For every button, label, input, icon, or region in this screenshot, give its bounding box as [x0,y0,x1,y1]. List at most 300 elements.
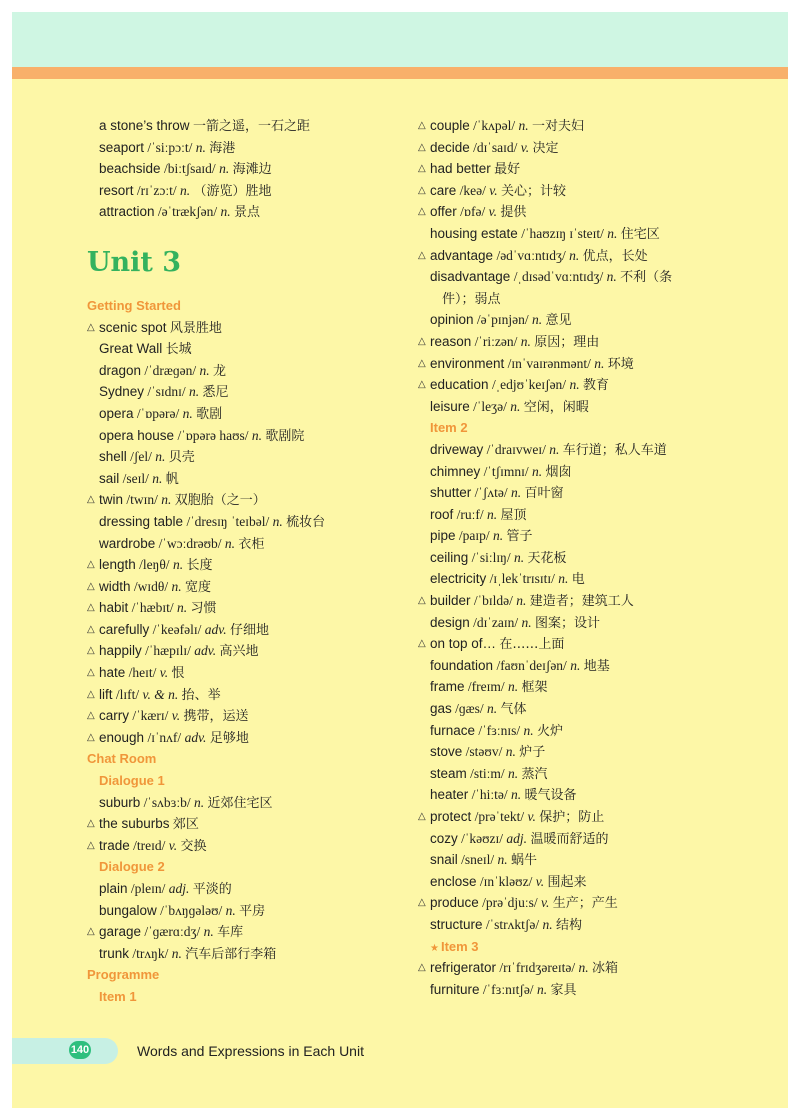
subsection-heading [87,986,407,1008]
entry-word: dressing table [99,513,184,529]
entry-part-of-speech: n. [193,794,205,810]
entry-meaning: 暖气设备 [524,788,577,804]
vocab-entry [418,245,778,267]
vocab-entry [418,374,778,396]
entry-word: shell [99,449,127,465]
vocab-entry [87,835,407,857]
vocab-entry [87,317,407,339]
triangle-marker-icon: △ [87,559,95,571]
entry-word: gas [430,701,452,717]
entry-word: chimney [430,463,481,479]
entry-meaning: 海港 [209,140,236,156]
entry-pronunciation: /keə/ [459,182,486,198]
entry-part-of-speech: v. [159,665,169,681]
subsection-heading [418,936,778,958]
entry-part-of-speech: n. [532,463,543,479]
entry-pronunciation: /ˌedjʊˈkeɪʃən/ [491,377,567,393]
entry-part-of-speech: n. [487,701,498,717]
entry-meaning: 高兴地 [219,644,259,660]
entry-part-of-speech: n. [549,441,560,457]
entry-pronunciation: /ˈkəʊzɪ/ [461,830,504,846]
triangle-marker-icon: △ [418,206,426,218]
entry-meaning: 长度 [186,558,213,574]
entry-meaning: 温暖而舒适的 [530,831,609,847]
entry-meaning: 龙 [213,363,227,379]
entry-pronunciation: /ˈbʌŋɡələʊ/ [160,902,223,918]
entry-word: protect [430,809,472,824]
triangle-marker-icon: △ [87,321,95,333]
vocab-entry [87,576,407,598]
vocab-entry [87,158,407,180]
entry-word: steam [430,765,467,781]
entry-word: beachside [99,161,161,177]
vocab-entry [418,439,778,461]
entry-pronunciation: /trʌŋk/ [132,945,169,961]
entry-pronunciation: /ʃel/ [130,449,152,465]
entry-pronunciation: /ˈsiːpɔːt/ [147,139,193,155]
entry-part-of-speech: n. [225,902,236,918]
vocab-entry [418,180,778,202]
vocab-entry [87,381,407,403]
triangle-marker-icon: △ [418,962,426,974]
entry-pronunciation: /freɪm/ [467,679,505,695]
entry-meaning: 优点，长处 [582,248,648,264]
vocab-entry [418,828,778,850]
entry-pronunciation: /ˈleʒə/ [473,398,507,414]
entry-part-of-speech: adj. [506,830,528,846]
entry-word: disadvantage [430,269,511,285]
entry-word: roof [430,506,454,522]
entry-meaning: 保护；防止 [539,810,605,825]
subsection-label: Item 2 [430,420,468,436]
entry-meaning: 双胞胎（之一） [174,493,266,509]
section-heading: Getting Started [87,297,181,313]
entry-meaning: 原因；理由 [534,334,600,350]
entry-pronunciation: /ˈɡærɑːdʒ/ [144,924,201,940]
left-column [87,115,407,1008]
entry-pronunciation: /rɪˈzɔːt/ [136,182,177,198]
entry-pronunciation: /ˈtʃɪmnɪ/ [483,463,529,479]
entry-meaning: 贝壳 [168,450,195,466]
triangle-marker-icon: △ [418,141,426,153]
triangle-marker-icon: △ [87,731,95,743]
entry-meaning: 家具 [550,982,577,998]
vocab-entry [87,619,407,641]
entry-word: foundation [430,657,494,673]
header-band [12,12,788,67]
entry-word: carry [99,708,129,724]
entry-meaning: （游览）胜地 [193,183,272,199]
entry-part-of-speech: v. [527,809,536,824]
entry-word: on top of… [430,636,497,652]
vocab-entry [87,943,407,965]
vocab-entry [418,158,778,180]
subsection-label: Item 3 [440,938,479,954]
vocab-entry [418,612,778,634]
entry-part-of-speech: n. [594,355,605,371]
footer-title: Words and Expressions in Each Unit [137,1043,364,1059]
entry-word: trade [99,837,130,853]
entry-meaning: 管子 [506,529,533,545]
entry-part-of-speech: n. [521,614,532,630]
vocab-entry [87,403,407,425]
entry-word: furniture [430,981,480,997]
entry-meaning: 车行道；私人车道 [562,442,667,458]
vocab-entry [87,792,407,814]
entry-part-of-speech: n. [171,945,182,961]
vocab-entry [418,201,778,223]
entry-pronunciation: /ˈdræɡən/ [144,362,197,378]
entry-word: attraction [99,204,155,220]
entry-part-of-speech: n. [152,470,163,486]
entry-part-of-speech: n. [182,405,193,421]
entry-part-of-speech: n. [536,981,548,997]
triangle-marker-icon: △ [87,839,95,851]
entry-word: trunk [99,945,130,961]
vocab-entry [87,640,407,662]
entry-meaning: 帆 [165,471,179,487]
vocab-entry [418,223,778,245]
entry-word: length [99,557,136,573]
entry-part-of-speech: n. [532,312,543,328]
subsection-label: Dialogue 2 [99,859,165,875]
triangle-marker-icon: △ [418,249,426,261]
entry-meaning: 歌剧 [196,406,223,422]
entry-word: builder [430,593,471,609]
triangle-marker-icon: △ [418,379,426,391]
entry-pronunciation: /stəʊv/ [465,744,503,760]
entry-word: suburb [99,794,141,810]
entry-pronunciation: /ˈfɜːnɪs/ [478,722,521,738]
entry-pronunciation: /stiːm/ [470,765,505,781]
vocab-entry [87,115,407,137]
triangle-marker-icon: △ [87,623,95,635]
entry-meaning: 气体 [500,702,527,718]
entry-pronunciation: /ɪnˈkləʊz/ [479,873,533,889]
entry-word: Great Wall [99,341,163,357]
entry-word: stove [430,744,463,760]
entry-pronunciation: /ˈsiːlɪŋ/ [471,549,511,565]
entry-part-of-speech: n. [189,384,200,400]
entry-pronunciation: /paɪp/ [458,528,490,544]
entry-meaning: 最好 [494,162,521,178]
entry-part-of-speech: n. [224,535,236,551]
entry-meaning: 不利（条 [620,270,673,286]
vocab-entry [418,849,778,871]
entry-part-of-speech: v. [535,873,545,889]
entry-meaning: 地基 [583,658,610,674]
entry-meaning: 关心；计较 [501,183,567,199]
entry-pronunciation: /ˈkeəfəlɪ/ [152,621,202,637]
entry-part-of-speech: n. [199,362,210,378]
vocab-entry [87,533,407,555]
entry-word: opinion [430,312,474,328]
entry-pronunciation: /ˈstrʌktʃə/ [485,916,540,932]
entry-part-of-speech: v. & n. [142,686,179,702]
entry-word: lift [99,686,113,702]
entry-meaning: 平淡的 [192,882,232,897]
entry-meaning: 交换 [180,838,207,854]
entry-meaning: 近郊住宅区 [207,795,273,811]
entry-meaning: 天花板 [527,550,567,566]
entry-word: dragon [99,362,142,378]
triangle-marker-icon: △ [418,120,426,131]
entry-meaning: 冰箱 [591,961,618,977]
entry-pronunciation: /ˈsɪdnɪ/ [147,384,186,400]
entry-word: furnace [430,722,476,738]
entry-part-of-speech: n. [578,960,589,976]
entry-pronunciation: /ɒfə/ [460,204,486,220]
entry-pronunciation: /ˈsʌbɜːb/ [143,794,191,810]
vocab-entry [418,741,778,763]
triangle-marker-icon: △ [418,897,426,909]
entry-meaning: 图案；设计 [535,615,601,631]
triangle-marker-icon: △ [418,811,426,822]
entry-meaning: 电 [571,572,585,588]
entry-meaning: 习惯 [190,601,217,617]
entry-word: hate [99,665,126,681]
entry-part-of-speech: n. [219,161,230,177]
entry-pronunciation: /ˈɒpərə haʊs/ [177,427,249,443]
vocab-entry [418,871,778,893]
entry-word: pipe [430,528,456,544]
entry-word: couple [430,118,470,133]
entry-pronunciation: /ˈhiːtə/ [471,787,508,803]
triangle-marker-icon: △ [87,645,95,657]
entry-word: scenic spot [99,319,167,335]
entry-word: enough [99,729,145,745]
entry-meaning: 意见 [545,313,572,329]
vocab-entry [418,784,778,806]
entry-meaning: 火炉 [536,723,563,739]
triangle-marker-icon: △ [87,926,95,938]
entry-pronunciation: /ɪˈnʌf/ [147,729,182,745]
entry-meaning: 携带，运送 [183,709,249,725]
vocab-entry [87,597,407,619]
entry-word: driveway [430,441,484,457]
vocab-entry [87,489,407,511]
entry-part-of-speech: n. [505,744,516,760]
vocab-entry [87,137,407,159]
entry-pronunciation: /faʊnˈdeɪʃən/ [496,657,567,673]
entry-word: housing estate [430,225,518,241]
entry-pronunciation: /ɪˌlekˈtrɪsɪtɪ/ [489,571,555,587]
vocab-entry [418,353,778,375]
entry-part-of-speech: n. [511,787,522,803]
entry-part-of-speech: n. [513,549,525,565]
entry-pronunciation: /prəˈtekt/ [474,809,525,824]
vocab-entry [418,266,778,309]
vocab-entry [418,698,778,720]
entry-part-of-speech: adv. [204,621,227,637]
entry-part-of-speech: n. [569,377,580,393]
section-heading: Programme [87,967,160,983]
vocab-entry [418,396,778,418]
entry-pronunciation: /leŋθ/ [139,557,170,573]
entry-part-of-speech: n. [155,449,166,465]
vocab-entry [87,425,407,447]
entry-part-of-speech: n. [203,924,214,940]
entry-part-of-speech: v. [520,139,530,155]
entry-pronunciation: /dɪˈsaɪd/ [473,139,518,155]
triangle-marker-icon: △ [87,710,95,722]
vocab-entry [87,878,407,900]
entry-pronunciation: /treɪd/ [133,837,166,853]
vocab-entry [418,482,778,504]
entry-part-of-speech: n. [251,427,263,443]
entry-pronunciation: /ɪnˈvaɪrənmənt/ [507,355,591,371]
entry-word: happily [99,643,142,659]
entry-pronunciation: /ˈhæpɪlɪ/ [145,643,191,659]
entry-part-of-speech: n. [606,269,617,285]
triangle-marker-icon: △ [87,602,95,614]
entry-pronunciation: /rɪˈfrɪdʒəreɪtə/ [499,960,576,976]
entry-part-of-speech: v. [168,837,178,853]
entry-meaning: 一对夫妇 [532,119,585,134]
entry-pronunciation: /twɪn/ [126,492,158,508]
entry-pronunciation: /pleɪn/ [130,881,166,896]
entry-meaning: 抬、举 [181,687,221,703]
vocab-entry [87,900,407,922]
entry-word: leisure [430,398,470,414]
entry-pronunciation: /ˈfɜːnɪtʃə/ [482,981,534,997]
entry-meaning: 衣柜 [238,536,265,552]
entry-word: bungalow [99,902,157,918]
entry-meaning: 一箭之遥，一石之距 [192,119,310,134]
entry-word: plain [99,881,128,896]
entry-part-of-speech: v. [171,708,181,724]
entry-part-of-speech: n. [493,528,504,544]
entry-part-of-speech: n. [523,722,534,738]
entry-meaning: 在……上面 [499,637,565,653]
entry-pronunciation: /seɪl/ [122,470,149,486]
vocab-entry [87,180,407,202]
vocab-entry [418,547,778,569]
entry-meaning: 结构 [556,917,583,933]
entry-meaning: 蒸汽 [521,766,548,782]
entry-word: width [99,578,131,594]
vocab-entry [418,309,778,331]
entry-meaning: 蜗牛 [511,853,538,869]
entry-part-of-speech: n. [520,333,531,349]
entry-meaning: 框架 [521,680,548,696]
entry-meaning: 宽度 [184,579,211,595]
vocab-entry [87,727,407,749]
entry-part-of-speech: n. [195,139,206,155]
entry-word: reason [430,333,472,349]
entry-part-of-speech: adv. [194,643,217,659]
entry-part-of-speech: n. [508,679,519,695]
vocab-entry [87,468,407,490]
subsection-heading [418,417,778,439]
entry-pronunciation: /ˈhæbɪt/ [131,600,174,616]
vocab-entry [418,331,778,353]
entry-pronunciation: /ruːf/ [456,506,484,522]
entry-word: decide [430,139,470,155]
entry-meaning-continued: 件）；弱点 [442,291,501,307]
entry-pronunciation: /prəˈdjuːs/ [482,895,538,911]
unit-heading: Unit 3 [87,246,182,278]
vocab-entry [87,201,407,223]
triangle-marker-icon: △ [87,667,95,679]
entry-part-of-speech: n. [177,600,188,616]
entry-part-of-speech: n. [497,852,508,868]
entry-pronunciation: /wɪdθ/ [133,578,169,594]
entry-meaning: 建造者；建筑工人 [529,594,634,610]
entry-part-of-speech: n. [161,492,172,508]
entry-pronunciation: /ˈkærɪ/ [132,708,169,724]
entry-part-of-speech: n. [607,225,618,241]
entry-part-of-speech: n. [220,204,231,220]
entry-meaning: 悉尼 [202,385,229,401]
entry-word: resort [99,182,134,198]
entry-meaning: 平房 [239,903,266,919]
entry-part-of-speech: n. [171,578,182,594]
entry-meaning: 烟囱 [545,464,572,480]
entry-word: a stone’s throw [99,118,190,133]
vocab-entry [418,525,778,547]
triangle-marker-icon: △ [87,580,95,592]
triangle-marker-icon: △ [418,638,426,650]
entry-word: enclose [430,873,477,889]
right-column [418,115,778,1000]
entry-meaning: 屋顶 [500,507,527,523]
vocab-entry [87,921,407,943]
entry-part-of-speech: n. [487,506,498,522]
entry-pronunciation: /əˈpɪnjən/ [476,312,529,328]
entry-word: electricity [430,571,487,587]
vocab-entry [418,892,778,914]
vocab-entry [87,511,407,533]
entry-pronunciation: /ˈdresɪŋ ˈteɪbəl/ [186,513,270,529]
entry-meaning: 空闲，闲暇 [523,399,589,415]
vocab-entry [418,115,778,137]
entry-meaning: 车库 [217,925,244,941]
entry-part-of-speech: n. [558,571,569,587]
entry-word: sail [99,470,120,486]
entry-meaning: 提供 [500,205,527,221]
entry-word: carefully [99,621,150,637]
entry-part-of-speech: n. [570,657,581,673]
entry-part-of-speech: n. [518,118,529,133]
section-heading: Chat Room [87,751,157,767]
entry-pronunciation: /lɪft/ [115,686,140,702]
entry-part-of-speech: n. [516,593,527,609]
entry-pronunciation: /əˈtrækʃən/ [157,204,218,220]
triangle-marker-icon: △ [87,494,95,506]
entry-word: design [430,614,470,630]
vocab-entry [418,568,778,590]
triangle-marker-icon: △ [87,818,95,830]
vocab-entry [87,446,407,468]
entry-part-of-speech: n. [508,765,519,781]
entry-pronunciation: /ˈʃʌtə/ [474,485,508,501]
triangle-marker-icon: △ [418,595,426,607]
entry-pronunciation: /ˈwɔːdrəʊb/ [158,535,222,551]
entry-pronunciation: /ˌdɪsədˈvɑːntɪdʒ/ [513,269,604,285]
entry-word: environment [430,355,505,371]
entry-part-of-speech: n. [510,398,521,414]
entry-meaning: 歌剧院 [265,428,305,444]
vocab-entry [418,655,778,677]
vocab-entry [418,461,778,483]
vocab-entry [87,813,407,835]
entry-word: produce [430,895,479,911]
entry-pronunciation: /ədˈvɑːntɪdʒ/ [496,247,566,263]
entry-word: education [430,377,489,393]
star-icon: ★ [430,942,439,954]
entry-word: offer [430,204,457,220]
